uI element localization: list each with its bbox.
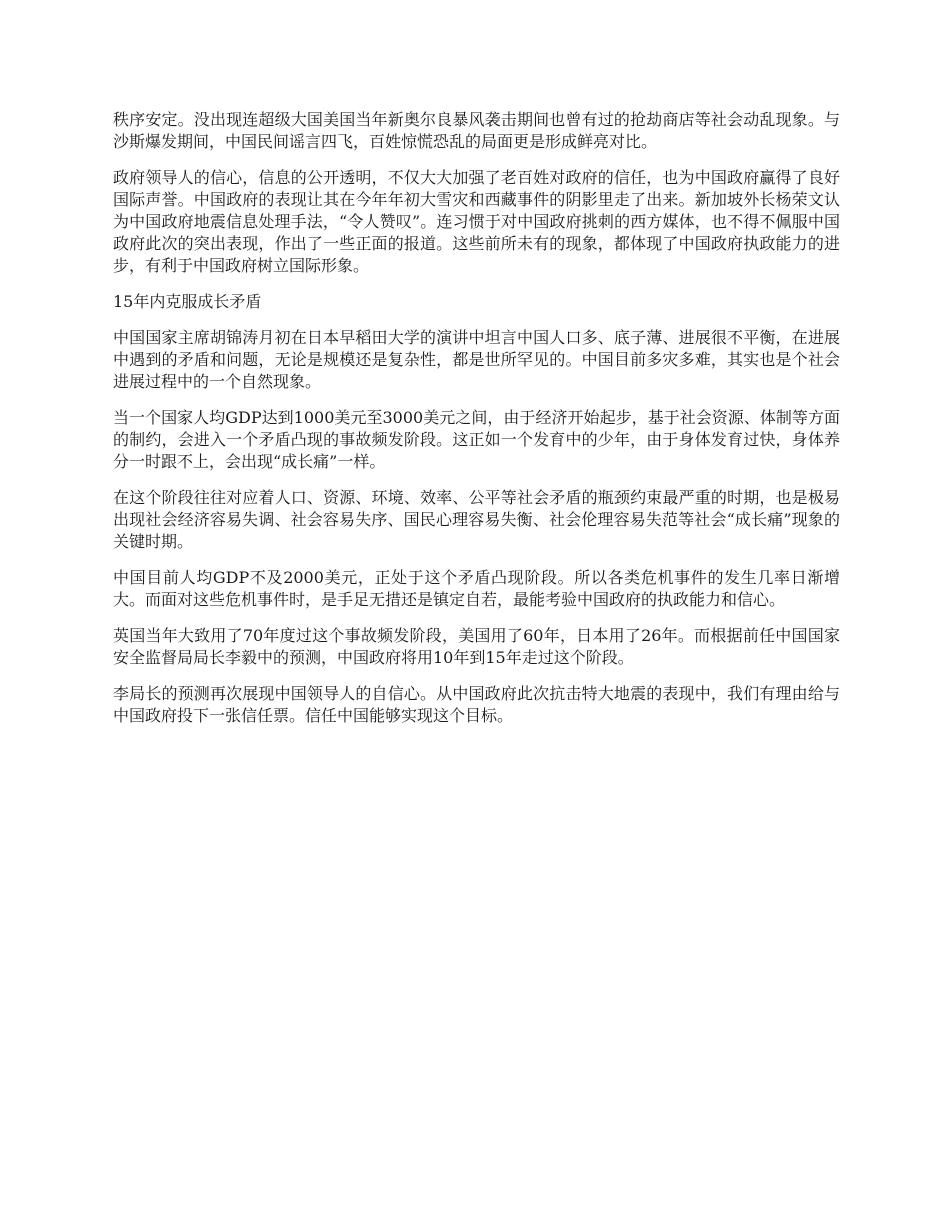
paragraph: 李局长的预测再次展现中国领导人的自信心。从中国政府此次抗击特大地震的表现中，我们有理由给与中国政府投下一张信任票。信任中国能够实现这个目标。 (113, 684, 840, 725)
document-body (113, 109, 840, 741)
section-heading: 15年内克服成长矛盾 (113, 292, 262, 311)
paragraph: 秩序安定。没出现连超级大国美国当年新奥尔良暴风袭击期间也曾有过的抢劫商店等社会动乱现象。与沙斯爆发期间，中国民间谣言四飞，百姓惊慌恐乱的局面更是形成鲜亮对比。 (113, 110, 840, 151)
paragraph: 当一个国家人均GDP达到1000美元至3000美元之间，由于经济开始起步，基于社会资源、体制等方面的制约，会进入一个矛盾凸现的事故频发阶段。这正如一个发育中的少年，由于身体发育过快，身体养分一时跟不上，会出现“成长痛”一样。 (113, 408, 840, 471)
paragraph: 在这个阶段往往对应着人口、资源、环境、效率、公平等社会矛盾的瓶颈约束最严重的时期，也是极易出现社会经济容易失调、社会容易失序、国民心理容易失衡、社会伦理容易失范等社会“成长痛”现象的关键时期。 (113, 488, 840, 551)
paragraph: 中国国家主席胡锦涛月初在日本早稻田大学的演讲中坦言中国人口多、底子薄、进展很不平衡，在进展中遇到的矛盾和问题，无论是规模还是复杂性，都是世所罕见的。中国目前多灾多难，其实也是个社会进展过程中的一个自然现象。 (113, 328, 840, 391)
paragraph: 中国目前人均GDP不及2000美元，正处于这个矛盾凸现阶段。所以各类危机事件的发生几率日渐增大。而面对这些危机事件时，是手足无措还是镇定自若，最能考验中国政府的执政能力和信心。 (113, 568, 840, 609)
paragraph: 英国当年大致用了70年度过这个事故频发阶段，美国用了60年，日本用了26年。而根据前任中国国家安全监督局局长李毅中的预测，中国政府将用10年到15年走过这个阶段。 (113, 626, 840, 667)
paragraph: 政府领导人的信心，信息的公开透明，不仅大大加强了老百姓对政府的信任，也为中国政府赢得了良好国际声誉。中国政府的表现让其在今年年初大雪灾和西藏事件的阴影里走了出来。新加坡外长杨荣文认为中国政府地震信息处理手法，“令人赞叹”。连习惯于对中国政府挑刺的西方媒体，也不得不佩服中国政府此次的突出表现，作出了一些正面的报道。这些前所未有的现象，都体现了中国政府执政能力的进步，有利于中国政府树立国际形象。 (113, 168, 840, 275)
